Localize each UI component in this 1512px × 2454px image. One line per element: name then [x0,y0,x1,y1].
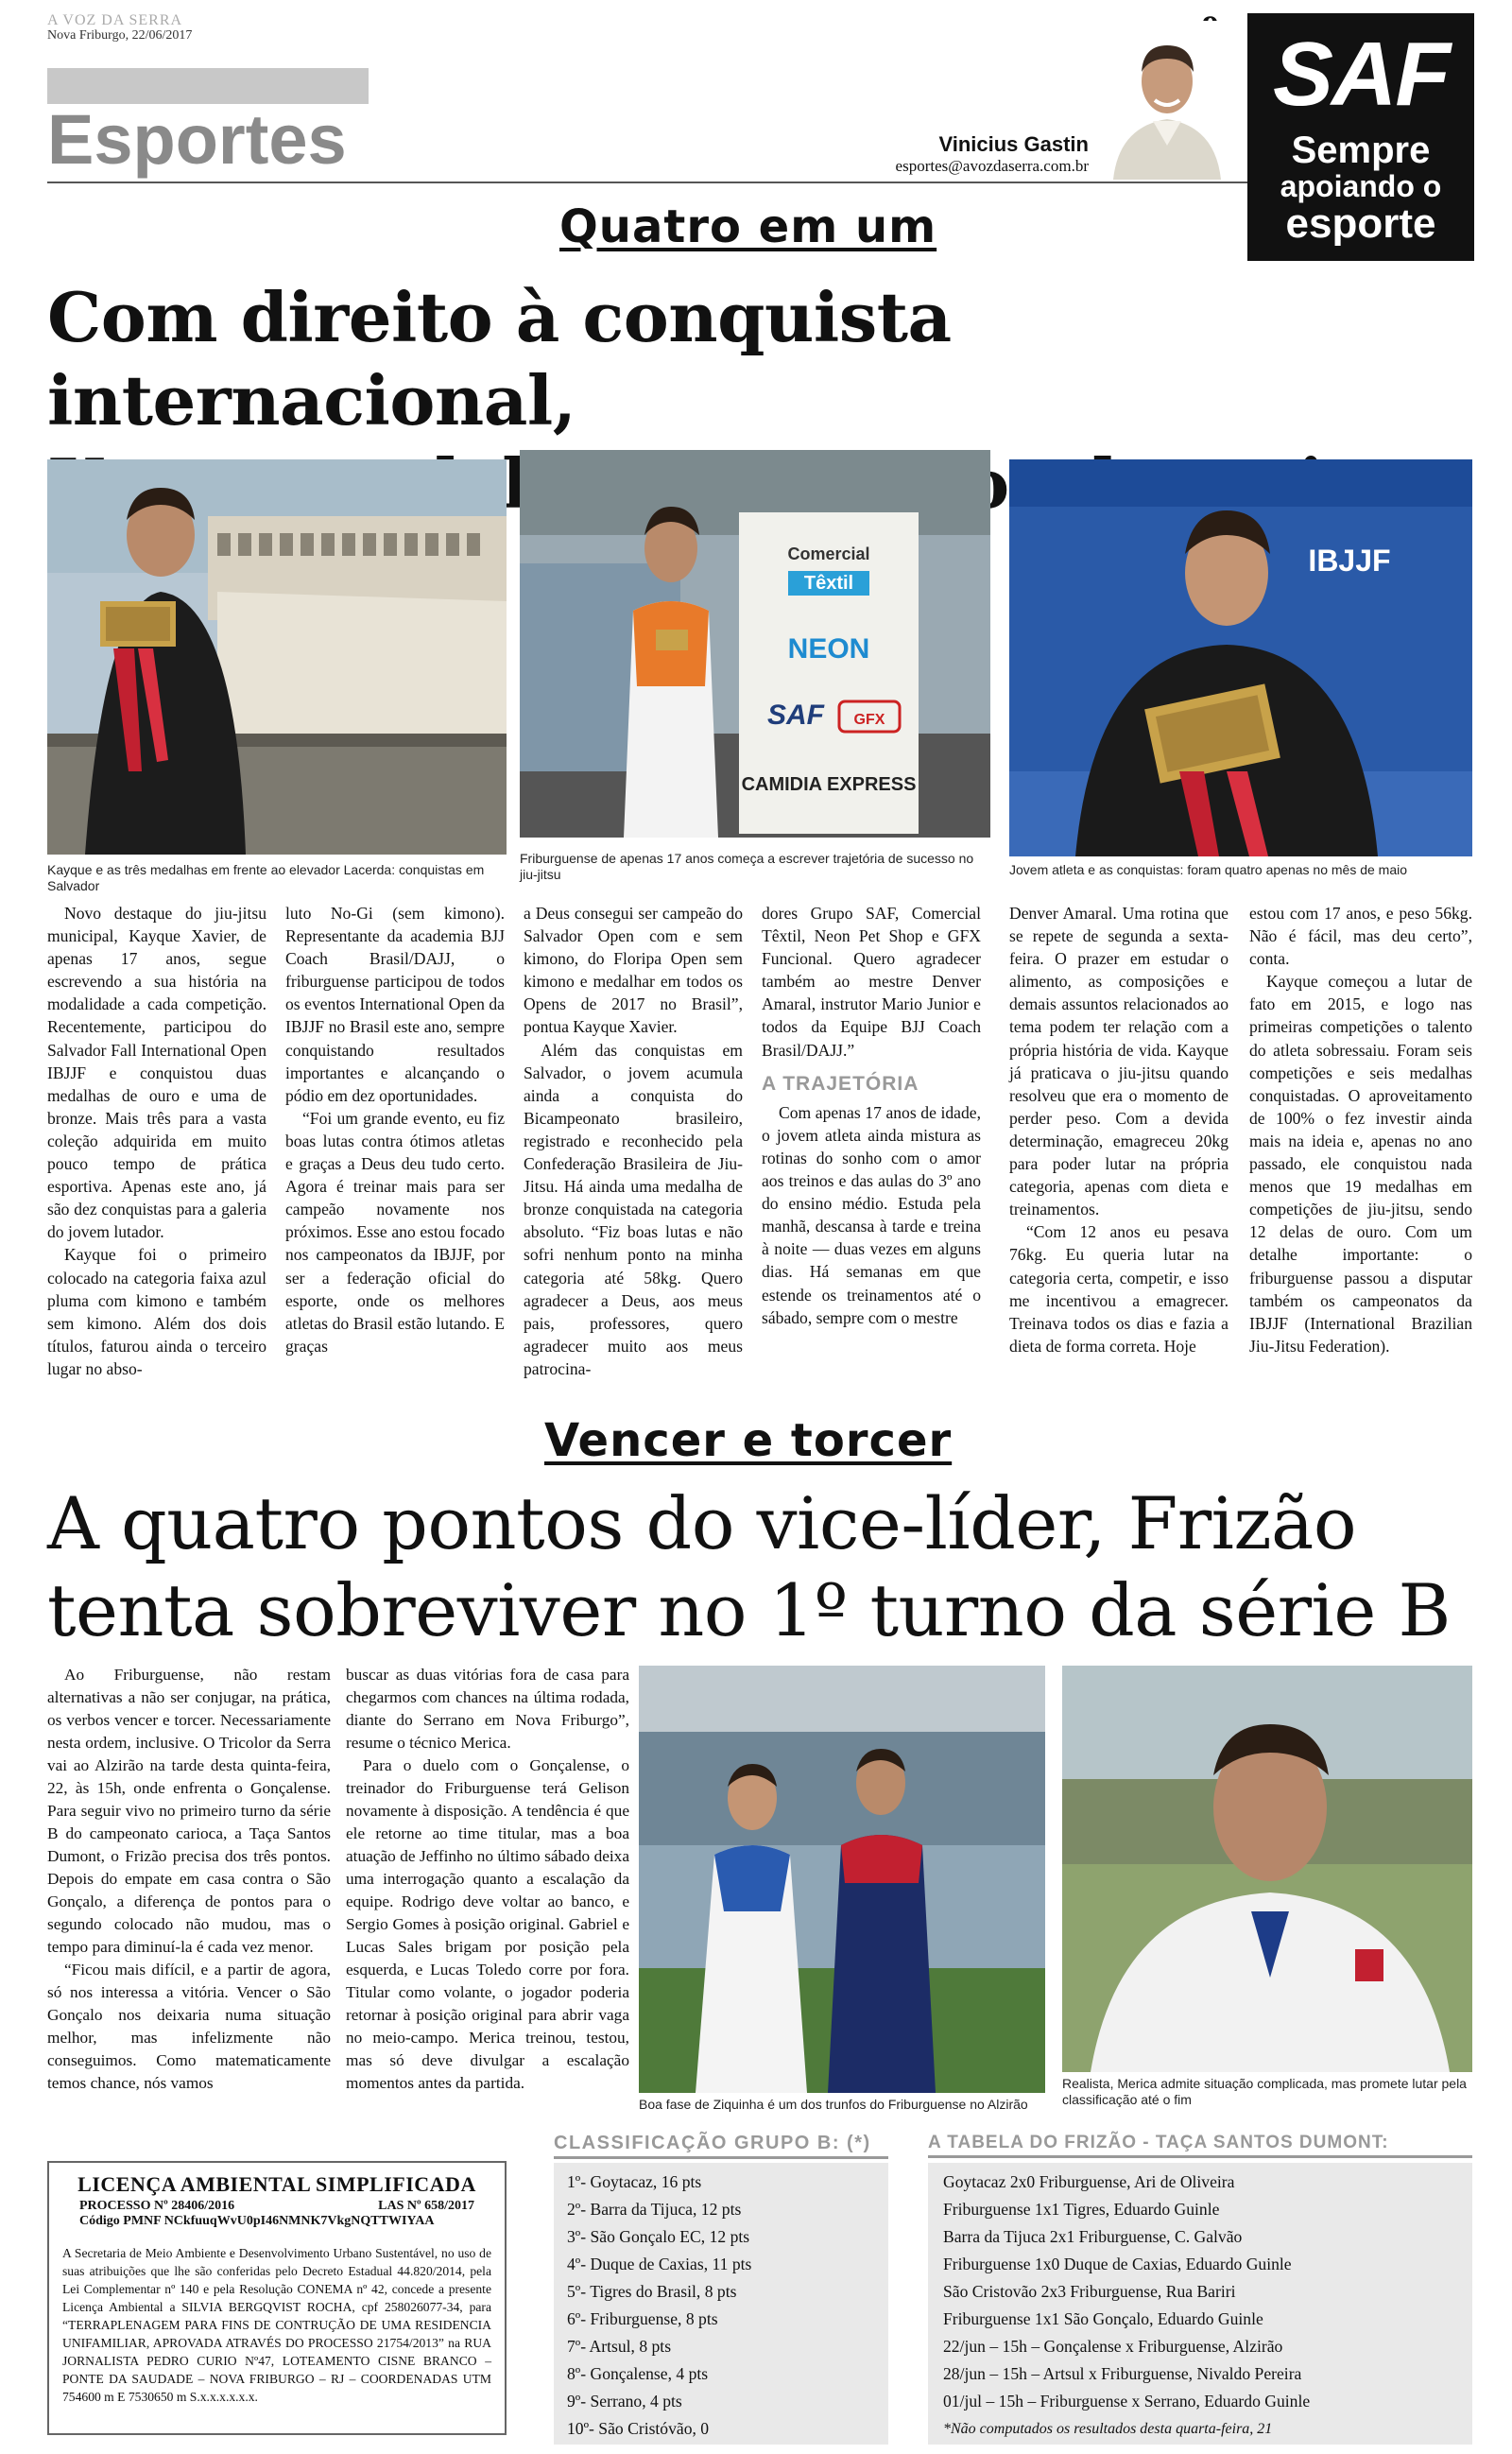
schedule-list [928,2163,1472,2445]
paragraph: Kayque começou a lutar de fato em 2015, e logo nas primeiras competições o talento do atleta sobressaiu. Foram seis competições e seis medalhas conquistadas. O aproveitamento de 100% o fez investir ainda mais na ideia e, apenas no ano passado, ele conquistou nada menos que 19 medalhas em competições de jiu-jitsu, sendo 12 delas de ouro. Com um detalhe importante: o friburguense passou a disputar também os campeonatos da IBJJF (International Brazilian Jiu-Jitsu Federation). [1249,972,1472,1356]
paragraph: Para o duelo com o Gonçalense, o treinador do Friburguense terá Gelison novamente à disposição. A tendência é que ele retorne ao time titular, mas a boa atuação de Jeffinho no último sábado deixa uma interrogação quanto a escalação da equipe. Rodrigo deve voltar ao banco, e Sergio Gomes à posição original. Gabriel e Lucas Sales brigam por posição pela esquerda, e Lucas Toledo corre por fora. Titular como volante, o jogador poderia retornar à posição original para abrir vaga no meio-campo. Merica treinou, testou, mas só deve divulgar a escalação momentos antes da partida. [346,1756,629,2092]
headline-line: Com direito à conquista internacional, [47,277,952,441]
photo-caption: Jovem atleta e as conquistas: foram quatro apenas no mês de maio [1009,862,1408,877]
license-body: A Secretaria de Meio Ambiente e Desenvolvimento Urbano Sustentável, no uso de suas atribuições que lhe são conferidas pelo Decreto Estadual 44.820/2014, pela Lei Complementar nº 140 e pela Resolução CONEMA nº 42, concede a presente Licença Ambiental a SILVIA BERGQVIST ROCHA, cpf 258026077-34, para “TERRAPLENAGEM PARA FINS DE CONTRUÇÃO DE UMA RESIDENCIA UNIFAMILIAR, APROVADA ATRAVÉS DO PROCESSO 21754/2013” na RUA JORNALISTA PEDRO CURIO Nº47, LOTEAMENTO CISNE BRANCO – PONTE DA SAUDADE – NOVA FRIBURGO – RJ – COORDENADAS UTM 754600 m E 7530650 m S.x.x.x.x.x.x. [62,2246,491,2404]
license-process: PROCESSO Nº 28406/2016 [79,2199,235,2213]
banner-text: IBJJF [1308,544,1391,578]
paragraph: “Foi um grande evento, eu fiz boas lutas contra ótimos atletas e graças a Deus deu tudo certo. Agora é treinar mais para ser campeão novamente nos próximos. Esse ano estou focado nos campeonatos da IBJJF, por ser a federação oficial do esporte, onde os melhores atletas do Brasil estão lutando. E graças [285,1108,505,1356]
list-item: Barra da Tijuca 2x1 Friburguense, C. Galvão [943,2227,1243,2246]
paragraph: Ao Friburguense, não restam alternativas a não ser conjugar, na prática, os verbos vencer e torcer. Necessariamente nesta ordem, inclusive. O Tricolor da Serra vai ao Alzirão na tarde desta quinta-feira, 22, às 15h, onde enfrenta o Gonçalense. Para seguir vivo no primeiro turno da série B do campeonato carioca, a Taça Santos Dumont, o Frizão precisa dos três pontos. Depois do empate em casa contra o São Gonçalo, a diferença de pontos para o segundo colocado não mudou, mas o tempo para diminuí-la é cada vez menor. [47,1666,331,1956]
paragraph: Novo destaque do jiu-jitsu municipal, Kayque Xavier, de apenas 17 anos, segue escrevendo a sua história na modalidade a cada competição. Recentemente, participou do Salvador Fall International Open IBJJF e conquistou duas medalhas de ouro e uma de bronze. Mais três para a vasta coleção adquirida em muito pouco tempo de prática esportiva. Apenas este ano, já são dez conquistas para a galeria do jovem lutador. [47,904,266,1242]
paragraph: luto No-Gi (sem kimono). Representante da academia BJJ Coach Brasil/DAJJ, o friburguense participou de todos os eventos International Open da IBJJF no Brasil este ano, sempre conquistando resultados importantes e alcançando o pódio em dez oportunidades. [285,904,505,1105]
subheading: A TRAJETÓRIA [762,1072,919,1095]
photo-caption: Kayque e as três medalhas em frente ao elevador Lacerda: conquistas em Salvador [47,862,485,893]
list-item: 6º- Friburguense, 8 pts [567,2309,718,2328]
schedule-note: *Não computados os resultados desta quarta-feira, 21 [943,2421,1273,2437]
banner-text: CAMIDIA EXPRESS [741,774,917,795]
photo-kayque-salvador [47,459,507,855]
photo-merica [1062,1666,1472,2072]
paragraph: “Com 12 anos eu pesava 76kg. Eu queria lutar na categoria certa, competir, e isso me incentivou a emagrecer. Treinava todos os dias e fazia a dieta de forma correta. Hoje [1009,1222,1228,1356]
author-credit [813,132,1089,176]
list-item: 01/jul – 15h – Friburguense x Serrano, Eduardo Guinle [943,2392,1311,2411]
sponsor-saf-ad[interactable] [1249,15,1472,259]
section-title: Esportes [47,100,347,179]
banner-text: GFX [853,712,885,728]
paragraph: Denver Amaral. Uma rotina que se repete de segunda a sexta-feira. O prazer em estudar o alimento, as composições e demais assuntos relacionados ao tema podem ter relação com a própria história de vida. Kayque já praticava o jiu-jitsu quando resolveu que era o momento de perder peso. Com a devida determinação, emagreceu 20kg para poder lutar na própria categoria, apenas com dieta e treinamentos. [1009,904,1228,1219]
photo-ziquinha [639,1666,1045,2093]
article2-kicker: Vencer e torcer [544,1414,953,1467]
article2-headline [47,1480,1465,1654]
headline-line: tenta sobreviver no 1º turno da série B [47,1568,1451,1652]
list-item: 1º- Goytacaz, 16 pts [567,2172,702,2191]
banner-text: NEON [787,633,870,665]
banner-text: SAF [767,700,824,731]
list-item: 22/jun – 15h – Gonçalense x Friburguense, Alzirão [943,2337,1283,2356]
author-email[interactable]: esportes@avozdaserra.com.br [895,157,1089,175]
masthead [47,13,425,43]
paragraph: Com apenas 17 anos de idade, o jovem atleta ainda mistura as rotinas do sonho com o amor aos treinos e das aulas do 3º ano do ensino médio. Estuda pela manhã, descansa à tarde e treina à noite — duas vezes em alguns dias. Há semanas em que estende os treinamentos até o sábado, sempre com o mestre [762,1102,981,1327]
paragraph: dores Grupo SAF, Comercial Têxtil, Neon Pet Shop e GFX Funcional. Quero agradecer também ao mestre Denver Amaral, instrutor Mario Junior e todos da Equipe BJJ Coach Brasil/DAJJ.” [762,904,981,1060]
schedule-title: A TABELA DO FRIZÃO - TAÇA SANTOS DUMONT: [928,2133,1472,2158]
publication-name: A VOZ DA SERRA [47,12,183,28]
headline-line: A quatro pontos do vice-líder, Frizão [47,1481,1357,1565]
list-item: Friburguense 1x1 São Gonçalo, Eduardo Guinle [943,2309,1263,2328]
author-name: Vinicius Gastin [938,132,1089,156]
list-item: 3º- São Gonçalo EC, 12 pts [567,2227,750,2246]
paragraph: estou com 17 anos, e peso 56kg. Não é fácil, mas deu certo”, conta. [1249,904,1472,969]
saf-logo: SAF [1273,24,1449,125]
list-item: 8º- Gonçalense, 4 pts [567,2364,709,2383]
edition-date: Nova Friburgo, 22/06/2017 [47,28,193,43]
list-item: Friburguense 1x0 Duque de Caxias, Eduardo Guinle [943,2255,1292,2273]
article1-column-2 [285,902,505,1357]
article1-column-5 [1009,902,1228,1357]
list-item: 7º- Artsul, 8 pts [567,2337,672,2356]
article1-column-6 [1249,902,1472,1357]
article2-column-2 [346,1664,629,2095]
license-las: LAS Nº 658/2017 [378,2199,474,2213]
paragraph: Além das conquistas em Salvador, o jovem acumula ainda a conquista do Bicampeonato brasileiro, registrado e reconhecido pela Confederação Brasileira de Jiu-Jitsu. Há ainda uma medalha de bronze conquistada na categoria absoluto. “Fiz boas lutas e não sofri nenhum ponto na minha categoria até 58kg. Quero agradecer a Deus, aos meus pais, professores, quero agradecer muito aos meus patrocina- [524,1040,743,1378]
paragraph: a Deus consegui ser campeão do Salvador Open com e sem kimono, do Floripa Open sem kimono e medalhar em todos os Opens de 2017 no Brasil”, pontua Kayque Xavier. [524,904,743,1037]
article1-column-3 [524,902,743,1380]
list-item: Goytacaz 2x0 Friburguense, Ari de Oliveira [943,2172,1235,2191]
author-photo [1106,21,1228,180]
license-title: LICENÇA AMBIENTAL SIMPLIFICADA [77,2172,476,2196]
list-item: 28/jun – 15h – Artsul x Friburguense, Nivaldo Pereira [943,2364,1302,2383]
paragraph: Kayque foi o primeiro colocado na categoria faixa azul pluma com kimono e também sem kimono. Além dos dois títulos, faturou ainda o terceiro lugar no abso- [47,1245,266,1378]
paragraph: buscar as duas vitórias fora de casa para chegarmos com chances na última rodada, diante do Serrano em Nova Friburgo”, resume o técnico Merica. [346,1666,629,1752]
section-rule [47,181,1247,183]
paragraph: “Ficou mais difícil, e a partir de agora, só nos interessa a vitória. Vencer o São Gonçalo nos deixaria numa situação melhor, mas infelizmente não conseguimos. Como matematicamente temos chance, nós vamos [47,1961,331,2092]
list-item: São Cristovão 2x3 Friburguense, Rua Bariri [943,2282,1236,2301]
banner-text: Comercial [787,544,870,563]
banner-text: Têxtil [803,573,854,594]
classification-title: CLASSIFICAÇÃO GRUPO B: (*) [554,2133,888,2159]
photo-caption: Boa fase de Ziquinha é um dos trunfos do Friburguense no Alzirão [639,2097,1028,2112]
list-item: 4º- Duque de Caxias, 11 pts [567,2255,752,2273]
list-item: Friburguense 1x1 Tigres, Eduardo Guinle [943,2200,1220,2219]
list-item: 5º- Tigres do Brasil, 8 pts [567,2282,737,2301]
environmental-license-notice [47,2161,507,2435]
photo-kayque-podium-banner [520,450,990,838]
sponsor-line: apoiando o [1280,169,1442,203]
classification-list [554,2163,888,2445]
sponsor-line: esporte [1285,200,1436,247]
list-item: 9º- Serrano, 4 pts [567,2392,682,2411]
section-bar [47,68,369,104]
article2-column-1 [47,1664,331,2095]
article1-column-4 [762,902,981,1329]
article1-column-1 [47,902,266,1380]
article1-kicker: Quatro em um [559,200,937,253]
license-process-row [62,2199,491,2214]
sponsor-line: Sempre [1291,130,1431,171]
photo-caption: Friburguense de apenas 17 anos começa a escrever trajetória de sucesso no jiu-jitsu [520,851,974,882]
photo-caption: Realista, Merica admite situação complicada, mas promete lutar pela classificação até o fim [1062,2076,1467,2107]
license-code: Código PMNF NCkfuuqWvU0pI46NMNK7VkgNQTTWIYAA [79,2214,435,2228]
photo-kayque-ibjjf [1009,459,1472,856]
list-item: 2º- Barra da Tijuca, 12 pts [567,2200,742,2219]
list-item: 10º- São Cristóvão, 0 [567,2419,710,2438]
